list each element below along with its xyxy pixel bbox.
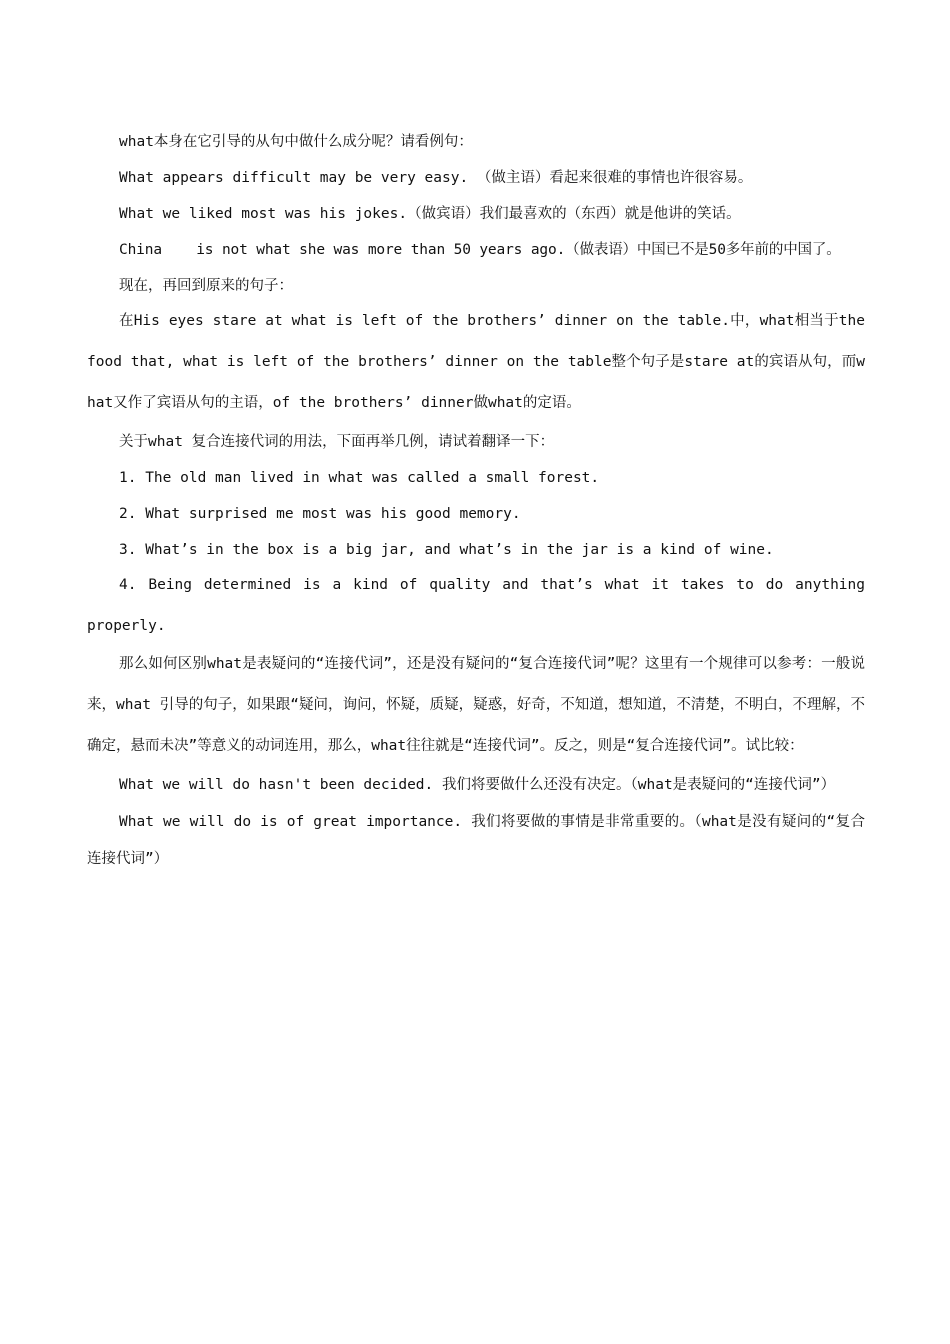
example-1: 1. The old man lived in what was called a small forest. [119, 470, 600, 486]
comparison-2: What we will do is of great importance. 我们将要做的事情是非常重要的。（what是没有疑问的“复合连接代词”） [87, 814, 865, 867]
return-to-sentence: 现在，再回到原来的句子： [119, 278, 293, 294]
example-subject: What appears difficult may be very easy. （做主语）看起来很难的事情也许很容易。 [119, 170, 753, 186]
distinction-rule: 那么如何区别what是表疑问的“连接代词”，还是没有疑问的“复合连接代词”呢？这里有一个规律可以参考：一般说来，what 引导的句子，如果跟“疑问，询问，怀疑，质疑，疑惑，好奇，不知道，想知道，不清楚，不明白，不理解，不确定，悬而未决”等意义的动词连用，那么，what往往就是“连接代词”。反之，则是“复合连接代词”。试比较： [87, 656, 865, 754]
example-4: 4. Being determined is a kind of quality and that’s what it takes to do anything properly. [87, 577, 865, 634]
more-examples-intro: 关于what 复合连接代词的用法，下面再举几例，请试着翻译一下： [119, 434, 555, 450]
example-predicative: China is not what she was more than 50 years ago.（做表语）中国已不是50多年前的中国了。 [119, 242, 841, 258]
comparison-1: What we will do hasn't been decided. 我们将要做什么还没有决定。（what是表疑问的“连接代词”） [119, 777, 836, 793]
example-3: 3. What’s in the box is a big jar, and what’s in the jar is a kind of wine. [119, 542, 774, 558]
document-body [87, 124, 865, 878]
example-object: What we liked most was his jokes.（做宾语）我们最喜欢的（东西）就是他讲的笑话。 [119, 206, 741, 222]
sentence-analysis: 在His eyes stare at what is left of the brothers’ dinner on the table.中，what相当于the food that, what is left of the brothers’ dinner on the table整个句子是stare at的宾语从句，而what又作了宾语从句的主语，of the brothers’ dinner做what的定语。 [87, 313, 865, 411]
example-2: 2. What surprised me most was his good memory. [119, 506, 521, 522]
intro-question: what本身在它引导的从句中做什么成分呢？请看例句： [119, 134, 473, 150]
